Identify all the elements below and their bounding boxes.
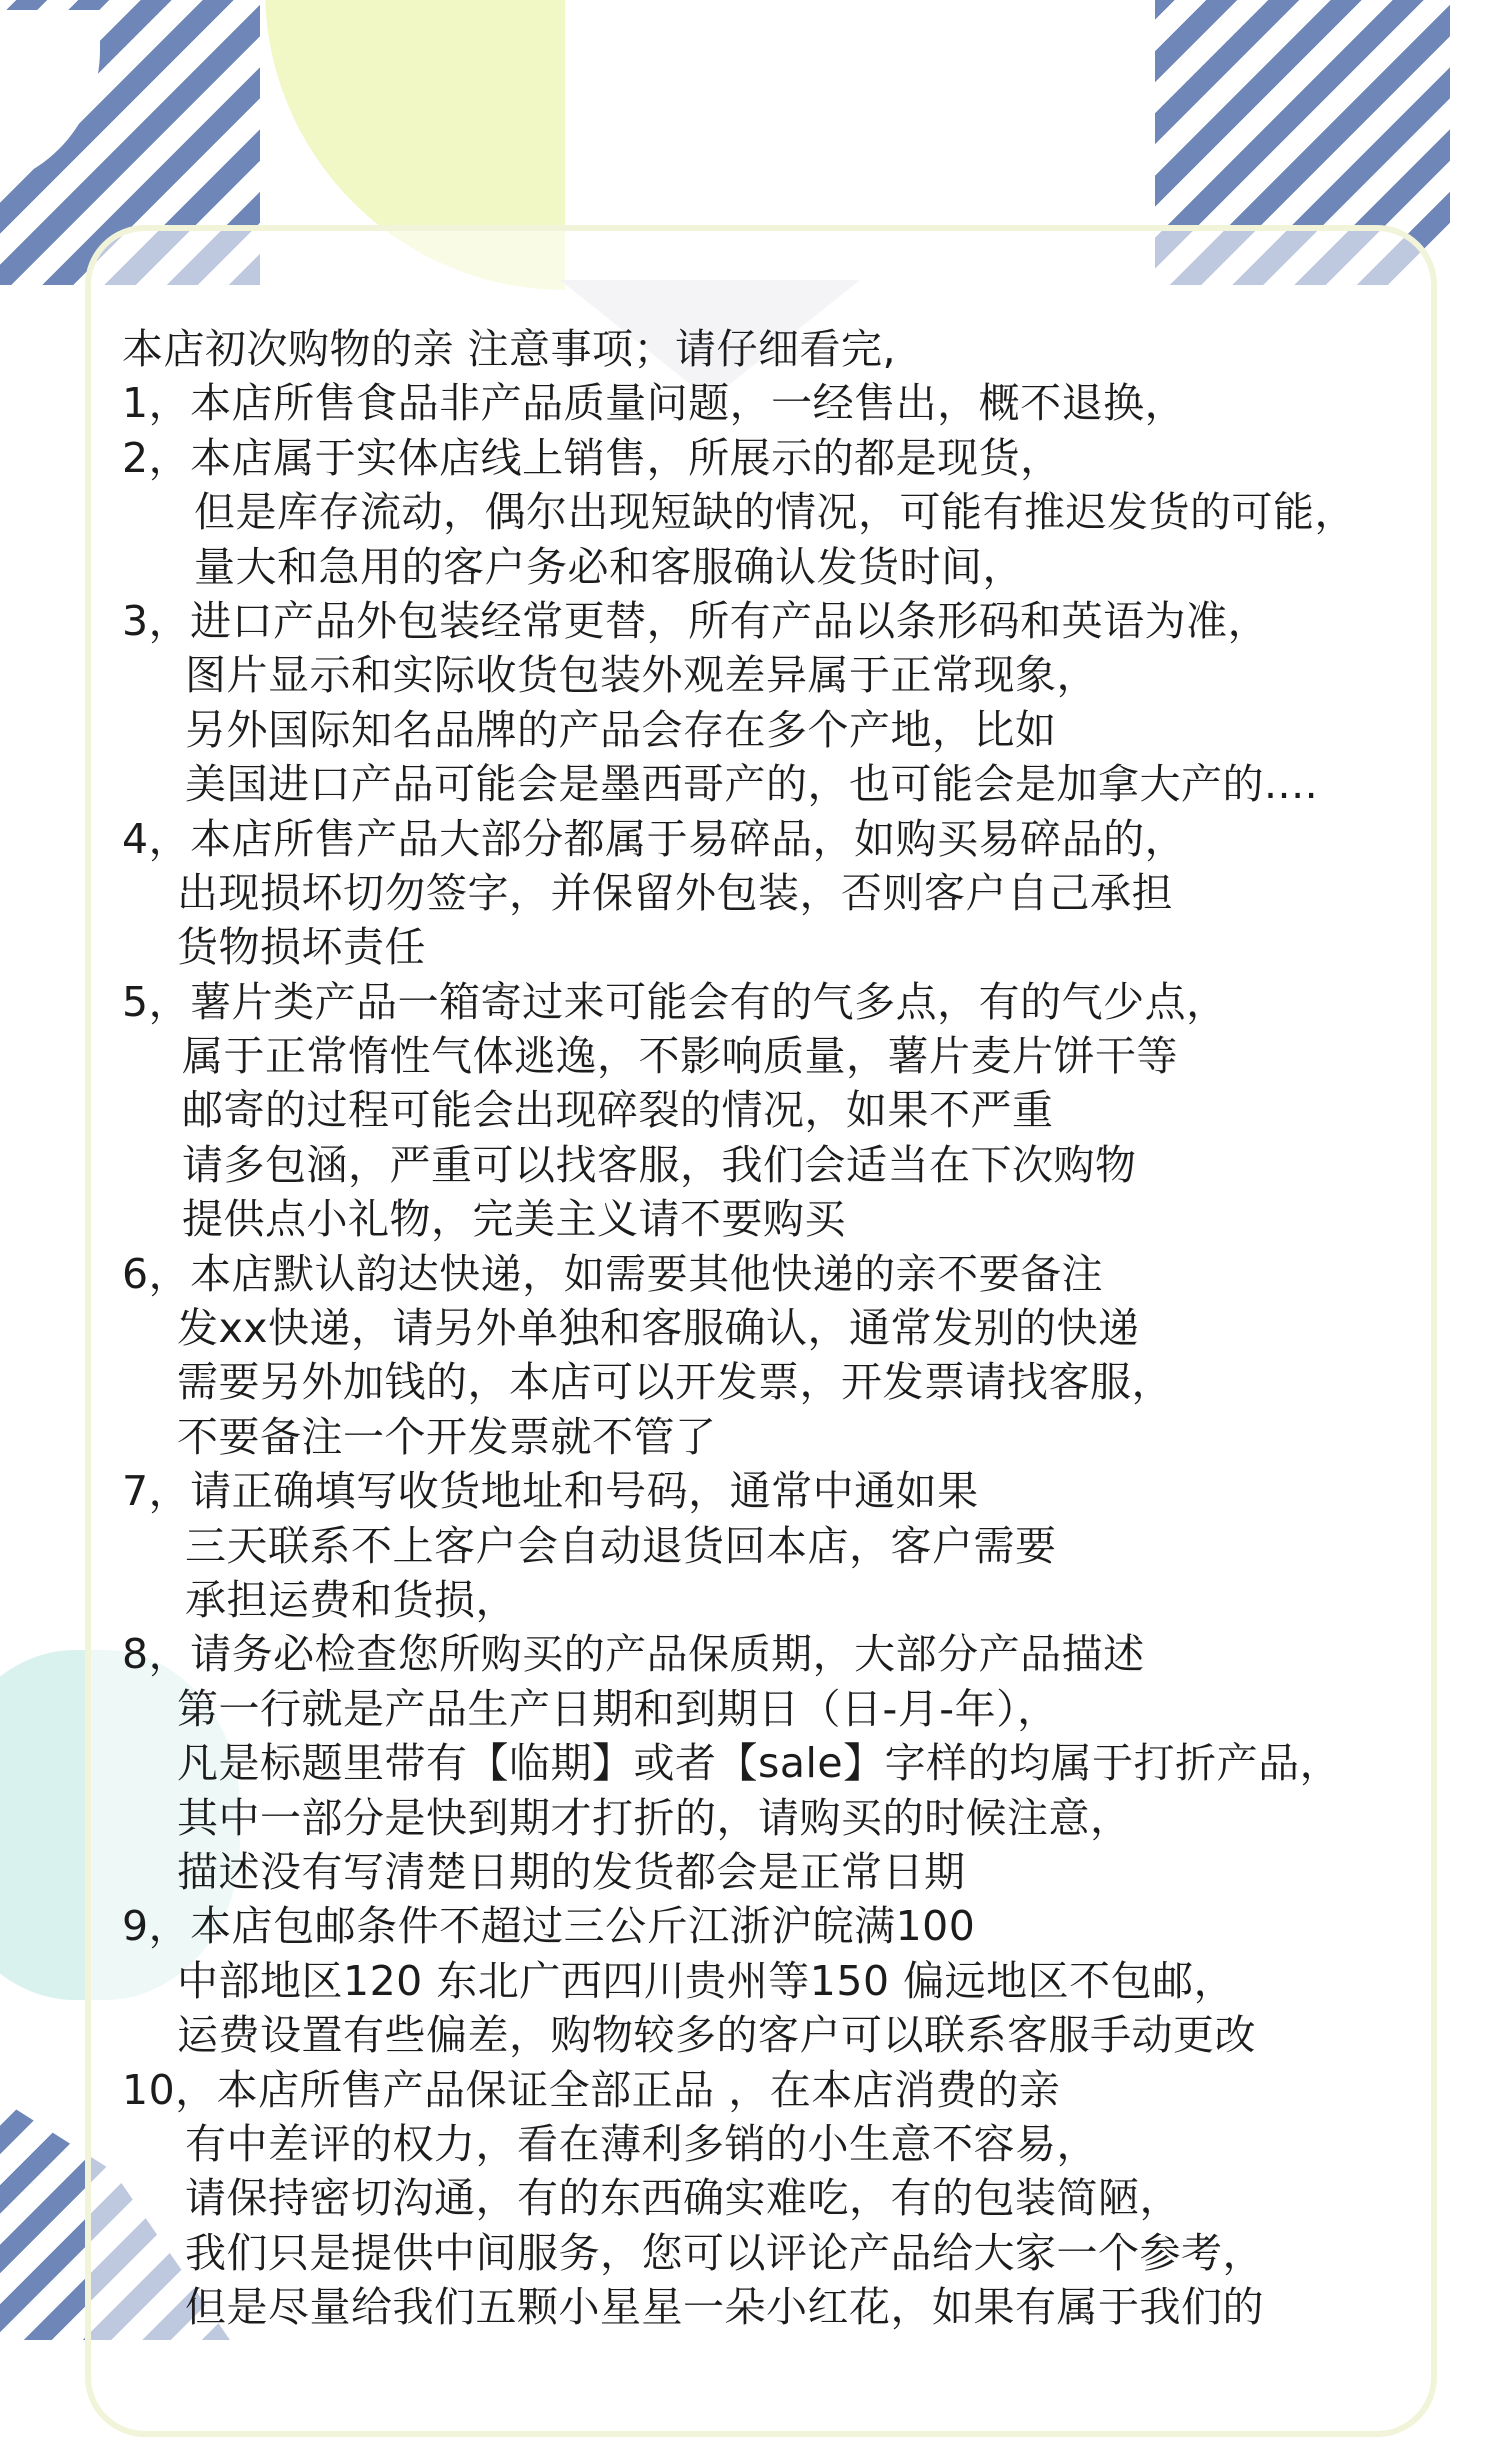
notice-line: 3，进口产品外包装经常更替，所有产品以条形码和英语为准，: [122, 596, 1270, 645]
notice-line: 承担运费和货损，: [185, 1575, 517, 1624]
notice-line: 中部地区120 东北广西四川贵州等150 偏远地区不包邮，: [177, 1956, 1236, 2005]
notice-line: 10，本店所售产品保证全部正品 ，在本店消费的亲: [122, 2065, 1061, 2114]
notice-line: 5，薯片类产品一箱寄过来可能会有的气多点，有的气少点，: [122, 977, 1228, 1026]
notice-line: 邮寄的过程可能会出现碎裂的情况，如果不严重: [182, 1086, 1054, 1135]
notice-line: 发xx快递，请另外单独和客服确认，通常发别的快递: [177, 1304, 1140, 1353]
notice-line: 9，本店包邮条件不超过三公斤江浙沪皖满100: [122, 1902, 976, 1951]
notice-line: 请保持密切沟通，有的东西确实难吃，有的包装简陋，: [185, 2174, 1181, 2223]
notice-line: 6，本店默认韵达快递，如需要其他快递的亲不要备注: [122, 1249, 1104, 1298]
notice-line: 运费设置有些偏差，购物较多的客户可以联系客服手动更改: [177, 2011, 1256, 2060]
notice-line: 2，本店属于实体店线上销售，所展示的都是现货，: [122, 433, 1062, 482]
notice-line: 属于正常惰性气体逃逸，不影响质量，薯片麦片饼干等: [182, 1032, 1178, 1081]
notice-line: 我们只是提供中间服务，您可以评论产品给大家一个参考，: [185, 2228, 1264, 2277]
notice-line: 7，请正确填写收货地址和号码，通常中通如果: [122, 1467, 979, 1516]
notice-line: 三天联系不上客户会自动退货回本店，客户需要: [185, 1521, 1057, 1570]
notice-line: 量大和急用的客户务必和客服确认发货时间，: [194, 542, 1024, 591]
notice-line: 美国进口产品可能会是墨西哥产的，也可能会是加拿大产的....: [185, 760, 1319, 809]
notice-line: 不要备注一个开发票就不管了: [177, 1412, 717, 1461]
notice-line: 出现损坏切勿签字，并保留外包装，否则客户自己承担: [177, 868, 1173, 917]
notice-text: [122, 322, 1472, 2334]
notice-line: 1，本店所售食品非产品质量问题，一经售出，概不退换，: [122, 379, 1187, 428]
notice-line: 第一行就是产品生产日期和到期日（日-月-年），: [177, 1684, 1059, 1733]
notice-line: 但是库存流动，偶尔出现短缺的情况，可能有推迟发货的可能，: [194, 488, 1356, 537]
notice-line: 图片显示和实际收货包装外观差异属于正常现象，: [185, 651, 1098, 700]
notice-line: 请多包涵，严重可以找客服，我们会适当在下次购物: [182, 1140, 1137, 1189]
notice-line: 其中一部分是快到期才打折的，请购买的时候注意，: [177, 1793, 1132, 1842]
notice-line: 提供点小礼物，完美主义请不要购买: [182, 1195, 846, 1244]
notice-line: 但是尽量给我们五颗小星星一朵小红花，如果有属于我们的: [185, 2283, 1264, 2332]
notice-line: 另外国际知名品牌的产品会存在多个产地，比如: [185, 705, 1057, 754]
notice-line: 4，本店所售产品大部分都属于易碎品，如购买易碎品的，: [122, 814, 1187, 863]
notice-line: 凡是标题里带有【临期】或者【sale】字样的均属于打折产品，: [177, 1739, 1342, 1788]
notice-line: 需要另外加钱的，本店可以开发票，开发票请找客服，: [177, 1358, 1173, 1407]
notice-line: 8，请务必检查您所购买的产品保质期，大部分产品描述: [122, 1630, 1145, 1679]
notice-line: 货物损坏责任: [177, 923, 426, 972]
notice-line: 有中差评的权力，看在薄利多销的小生意不容易，: [185, 2119, 1098, 2168]
notice-line: 本店初次购物的亲 注意事项；请仔细看完,: [122, 325, 897, 373]
notice-line: 描述没有写清楚日期的发货都会是正常日期: [177, 1847, 966, 1896]
